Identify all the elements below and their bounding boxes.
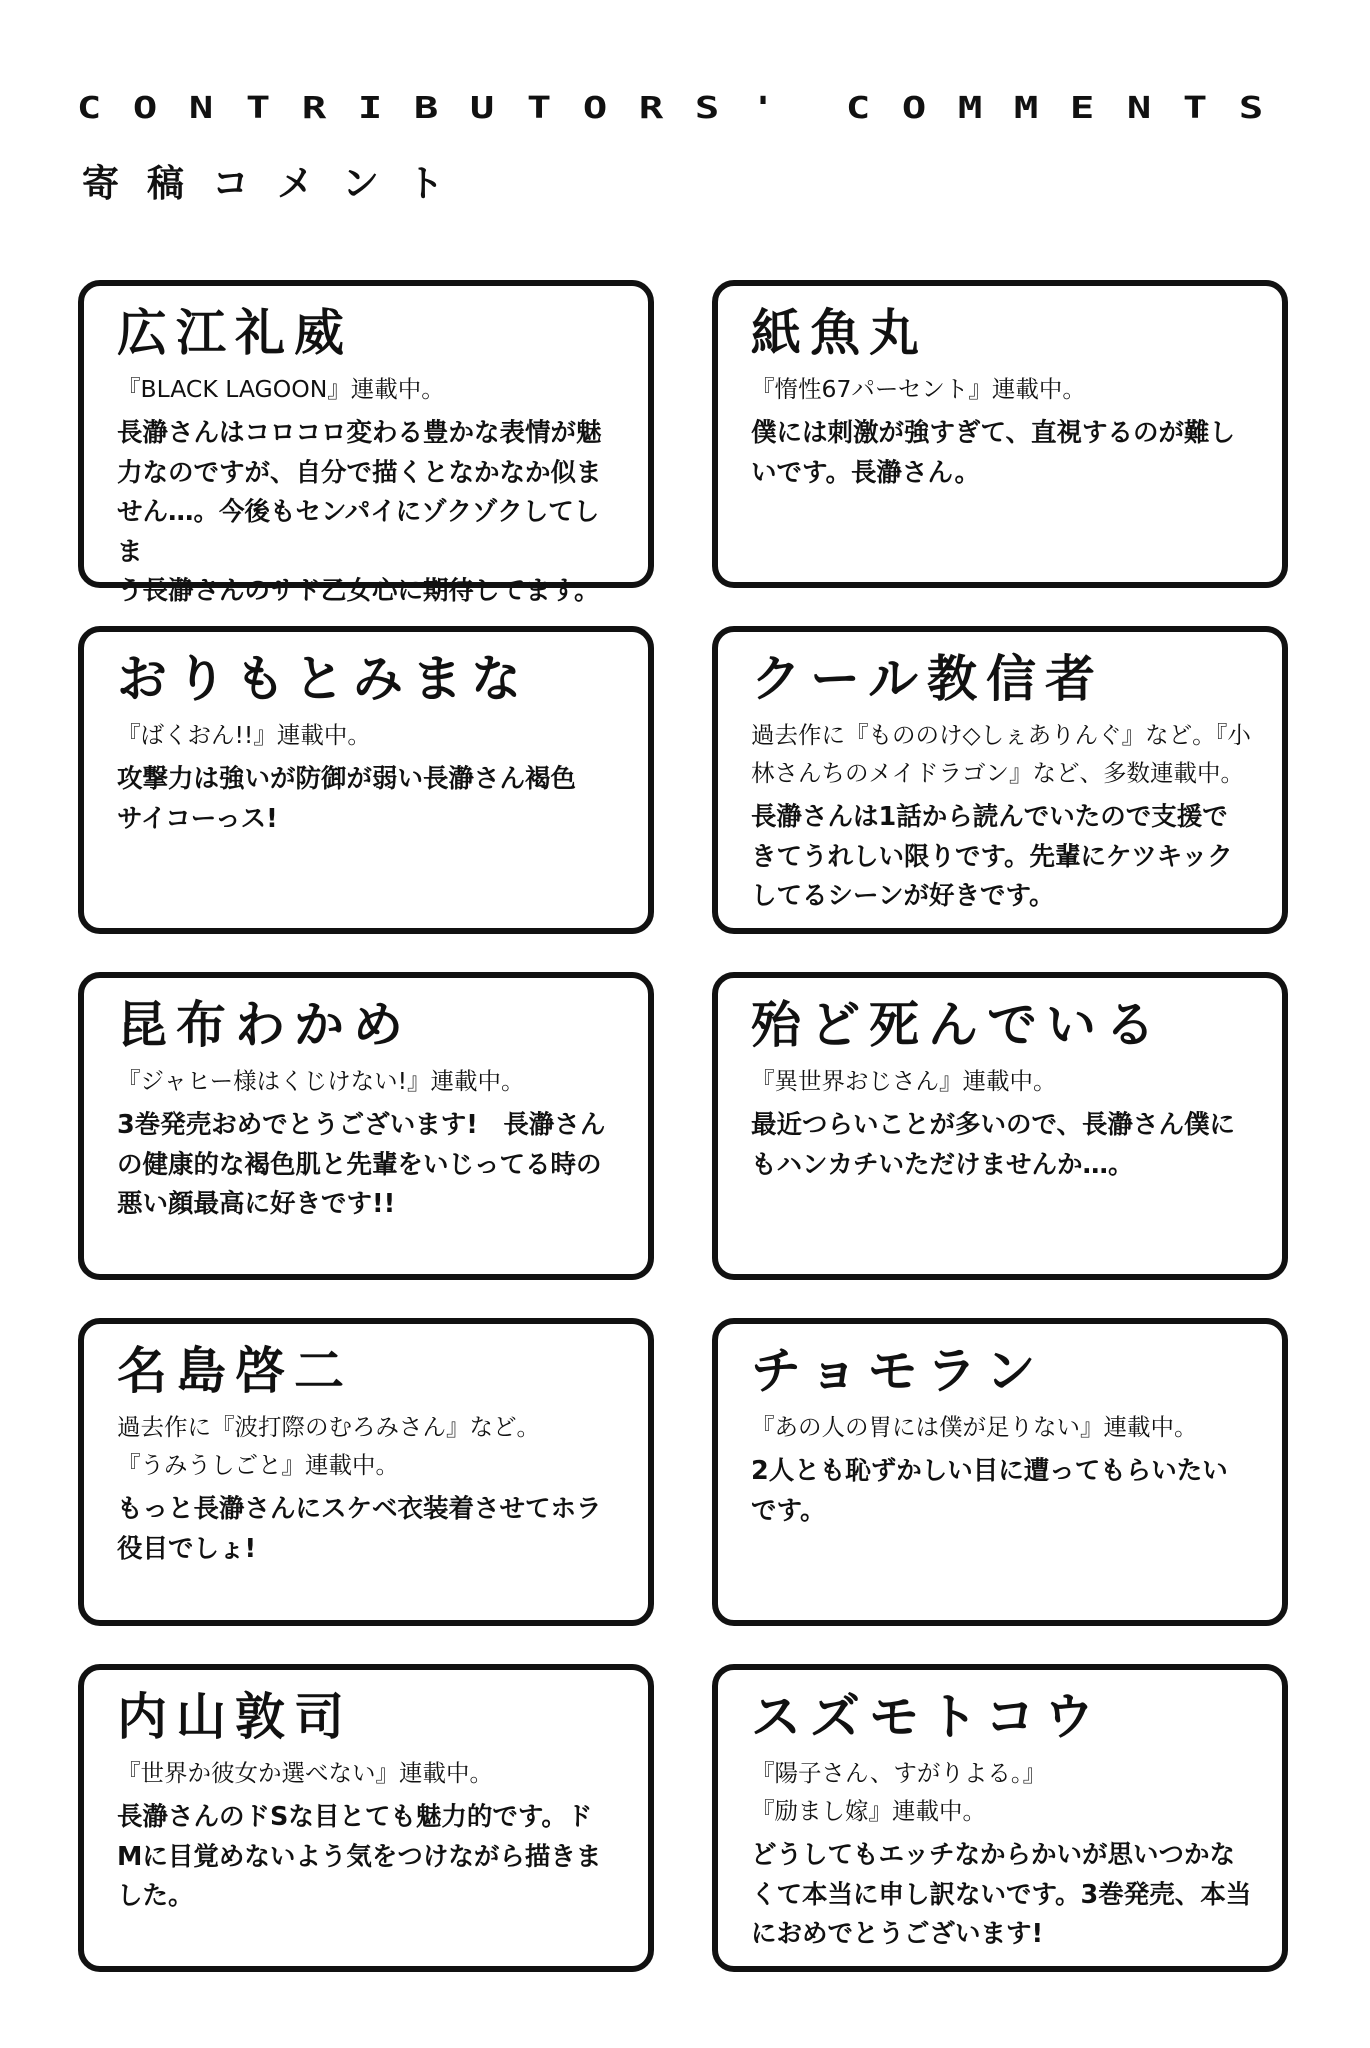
comment-text: 長瀞さんはコロコロ変わる豊かな表情が魅 力なのですが、自分で描くとなかなか似ま せん…。今後もセンパイにゾクゾクしてしま う長瀞さんのサド乙女心に期待してます。 — [117, 418, 602, 606]
serialization-info: 『ばくおん!!』連載中。 — [117, 721, 371, 749]
contributor-name: 紙魚丸 — [751, 304, 928, 362]
header-title-en — [76, 91, 1264, 126]
header-letter: M — [957, 91, 983, 126]
comment-card — [712, 972, 1288, 1280]
serialization-info: 『陽子さん、すがりよる。』 『励まし嫁』連載中。 — [751, 1759, 1047, 1825]
serialization-info: 『世界か彼女か選べない』連載中。 — [117, 1759, 493, 1787]
contributor-name: クール教信者 — [751, 650, 1104, 708]
comment-card — [78, 1664, 654, 1972]
header-letter: R — [638, 91, 664, 126]
comment-card — [78, 1318, 654, 1626]
serialization-info: 過去作に『もののけ◇しぇありんぐ』など。『小 林さんちのメイドラゴン』など、多数連載中。 — [751, 721, 1251, 787]
header-letter: E — [1070, 91, 1095, 126]
comment-text: 攻撃力は強いが防御が弱い長瀞さん褐色 サイコーっス! — [117, 764, 577, 834]
header-letter: C — [845, 91, 870, 126]
header-letter: O — [133, 91, 158, 126]
comment-text: もっと長瀞さんにスケベ衣装着させてホラ 役目でしょ! — [117, 1494, 602, 1564]
header-letter: N — [189, 91, 214, 126]
comment-card — [712, 1664, 1288, 1972]
comment-card — [78, 280, 654, 606]
comment-text: 3巻発売おめでとうございます! 長瀞さん の健康的な褐色肌と先輩をいじってる時の 悪い顔最高に好きです!! — [117, 1110, 606, 1219]
header-letter: N — [1126, 91, 1151, 126]
header-letter: T — [245, 91, 270, 126]
header-letter: O — [901, 91, 926, 126]
contributor-name: スズモトコウ — [751, 1688, 1103, 1746]
serialization-info: 『惰性67パーセント』連載中。 — [751, 375, 1086, 403]
comment-card — [712, 280, 1288, 588]
header-letter: O — [582, 91, 607, 126]
comment-card — [712, 1318, 1288, 1626]
header-letter: ' — [751, 91, 776, 126]
comment-card — [712, 626, 1288, 934]
header-title-jp: 寄稿コメント — [82, 162, 472, 205]
contributor-name: 広江礼威 — [117, 304, 353, 362]
header-letter: M — [1013, 91, 1039, 126]
serialization-info: 『BLACK LAGOON』連載中。 — [117, 375, 445, 403]
header-letter: T — [526, 91, 551, 126]
contributor-name: 内山敦司 — [117, 1688, 353, 1746]
header-letter: U — [470, 91, 495, 126]
contributor-name: 殆ど死んでいる — [751, 996, 1164, 1054]
header-letter: C — [76, 91, 102, 126]
comment-text: 2人とも恥ずかしい目に遭ってもらいたい です。 — [751, 1456, 1228, 1526]
serialization-info: 過去作に『波打際のむろみさん』など。 『うみうしごと』連載中。 — [117, 1413, 540, 1479]
contributor-name: 名島啓二 — [117, 1342, 353, 1400]
header-letter: I — [357, 91, 383, 126]
contributor-name: 昆布わかめ — [117, 996, 412, 1054]
header-letter: B — [413, 91, 439, 126]
serialization-info: 『あの人の胃には僕が足りない』連載中。 — [751, 1413, 1198, 1441]
comment-card — [78, 626, 654, 934]
comment-text: 最近つらいことが多いので、長瀞さん僕に もハンカチいただけませんか…。 — [751, 1110, 1235, 1180]
header-letter: S — [694, 91, 720, 126]
header-letter: R — [301, 91, 326, 126]
contributor-name: おりもとみまな — [117, 650, 530, 708]
header-letter: T — [1182, 91, 1207, 126]
comment-card — [78, 972, 654, 1280]
serialization-info: 『異世界おじさん』連載中。 — [751, 1067, 1057, 1095]
comment-text: どうしてもエッチなからかいが思いつかな くて本当に申し訳ないです。3巻発売、本当 におめでとうございます! — [751, 1840, 1252, 1949]
comment-text: 長瀞さんのドSな目とても魅力的です。ド Mに目覚めないよう気をつけながら描きま した。 — [117, 1802, 602, 1911]
comment-text: 長瀞さんは1話から読んでいたので支援で きてうれしい限りです。先輩にケツキック してるシーンが好きです。 — [751, 802, 1233, 911]
header-letter: S — [1238, 91, 1264, 126]
serialization-info: 『ジャヒー様はくじけない!』連載中。 — [117, 1067, 525, 1095]
contributor-name: チョモラン — [751, 1342, 1045, 1400]
comment-text: 僕には刺激が強すぎて、直視するのが難し いです。長瀞さん。 — [751, 418, 1235, 488]
